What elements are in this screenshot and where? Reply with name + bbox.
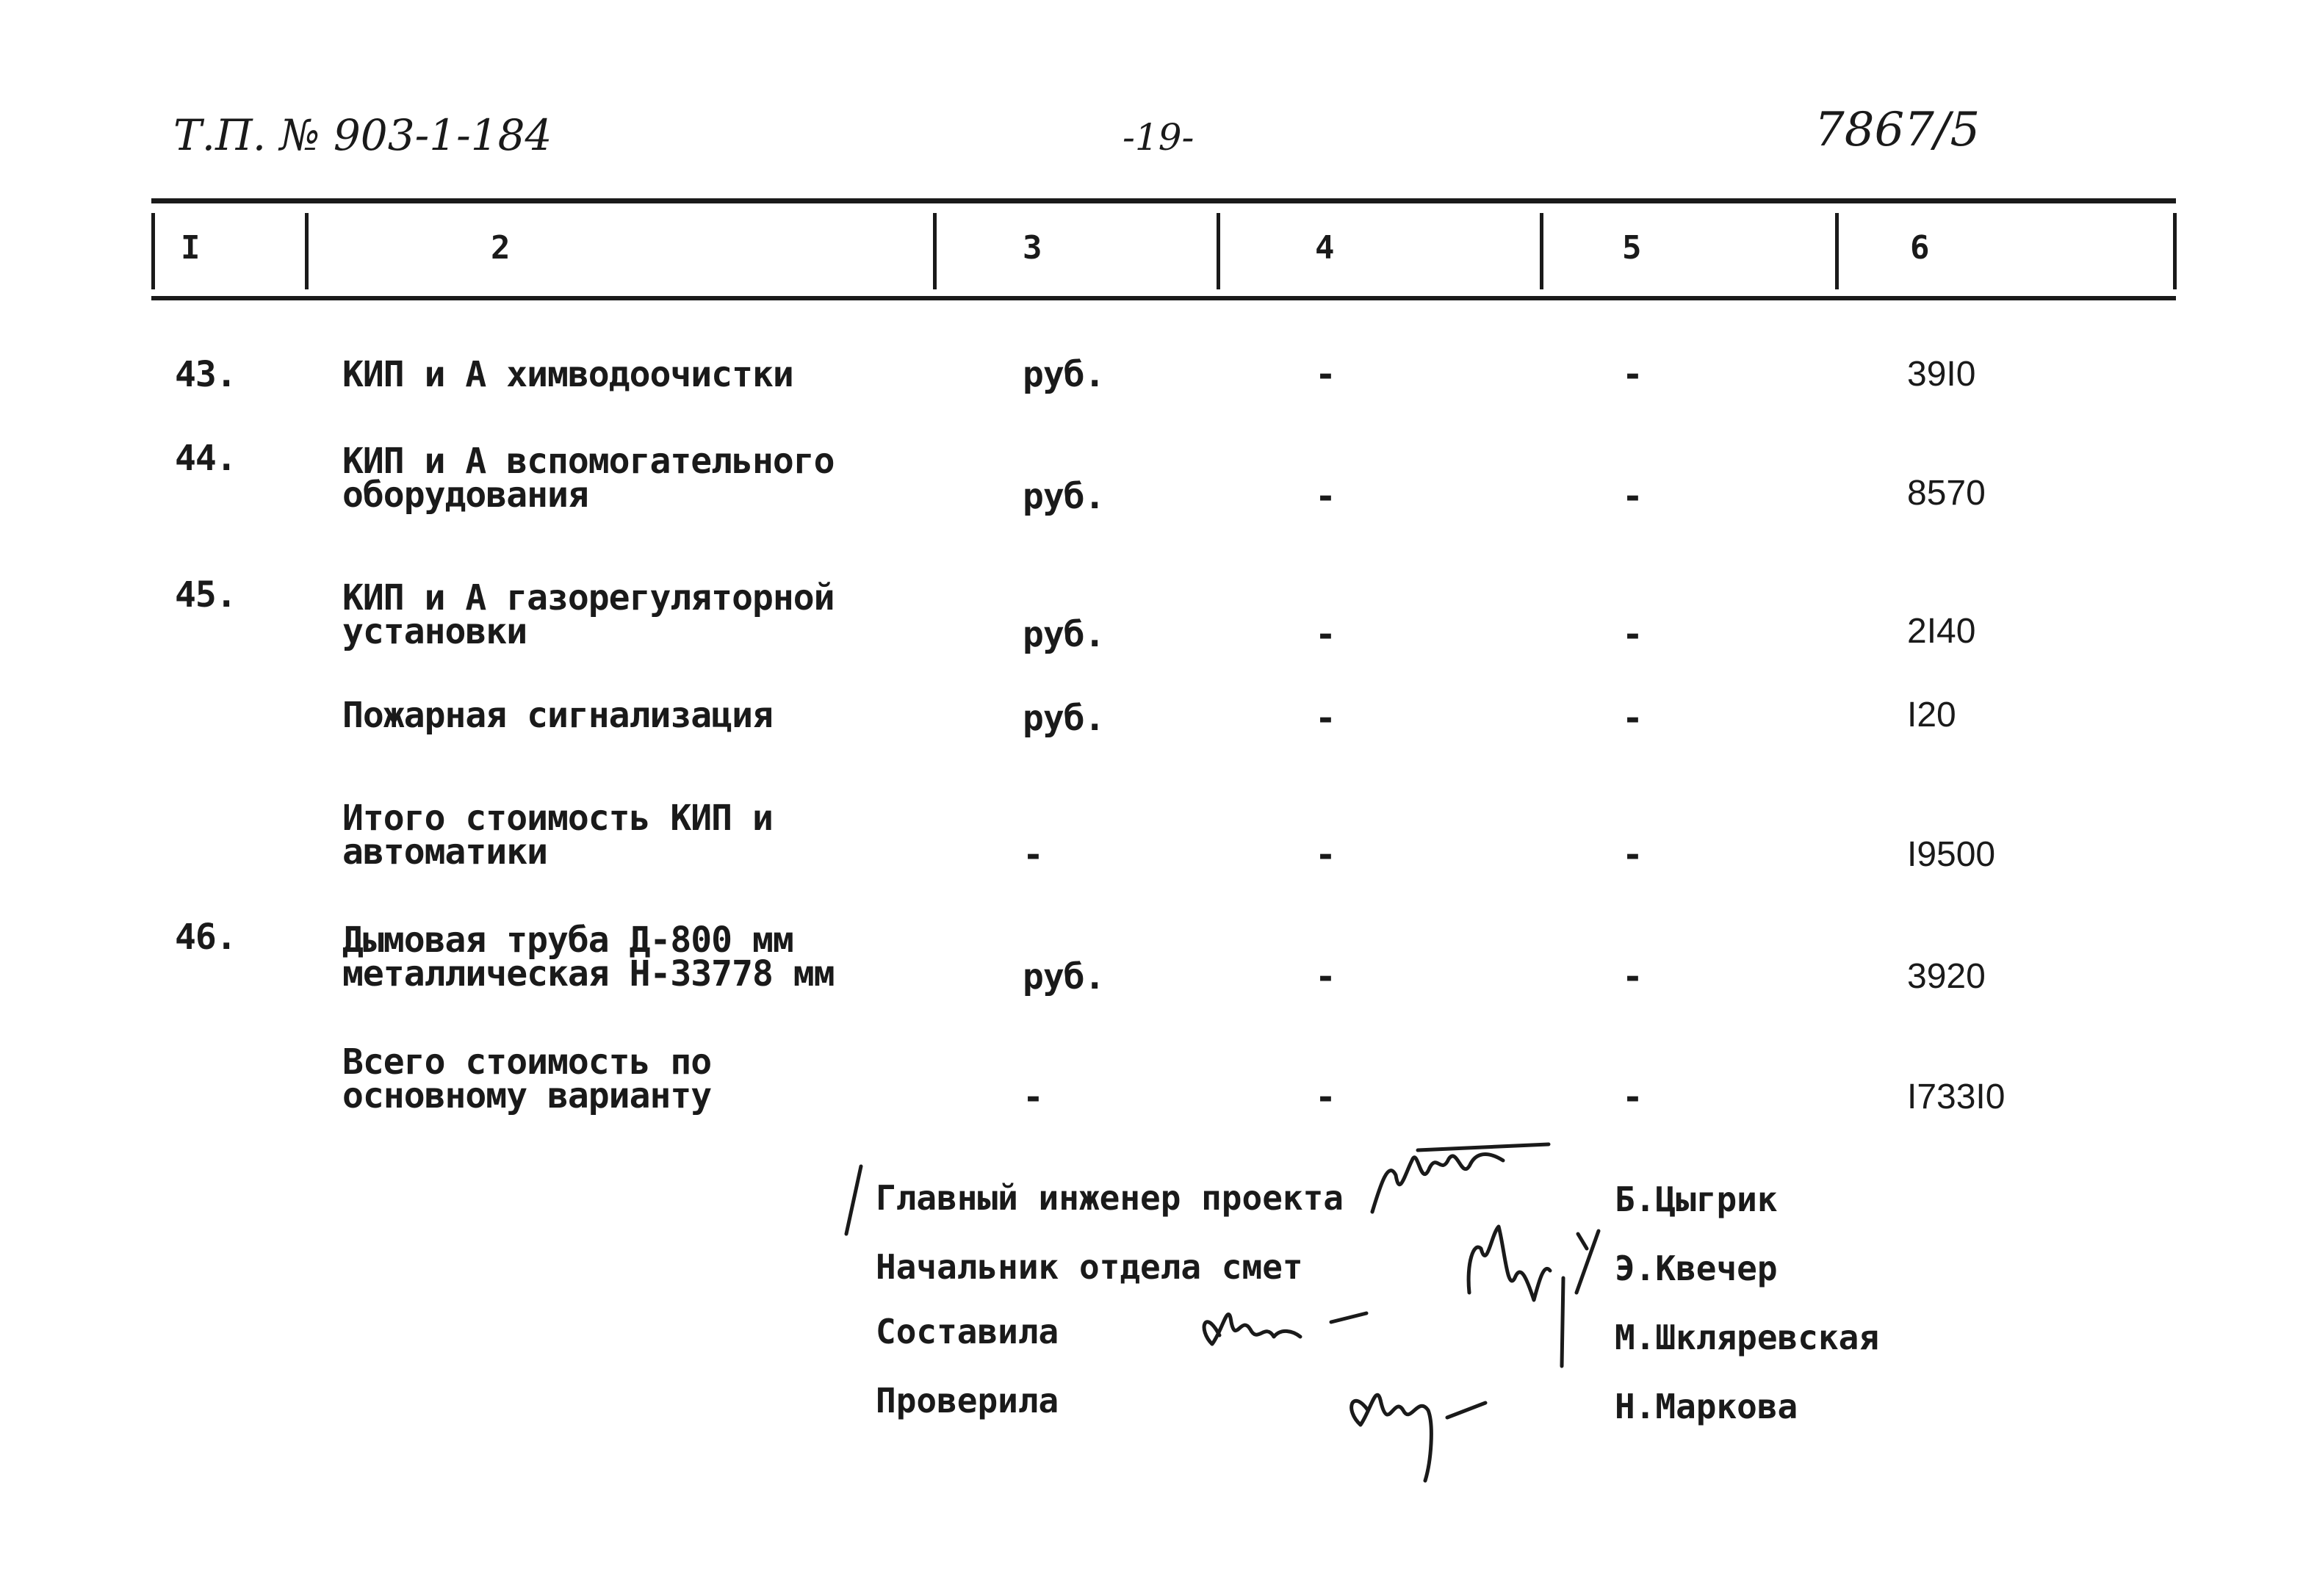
signature-name: М.Шкляревская — [1615, 1318, 1880, 1357]
col5-value: - — [1622, 1077, 1643, 1118]
col4-value: - — [1315, 476, 1336, 517]
unit: руб. — [1023, 698, 1105, 739]
row-number: 45. — [175, 574, 237, 615]
column-header: I — [181, 229, 201, 267]
project-number: Т.П. № 903-1-184 — [173, 110, 552, 160]
col5-value: - — [1622, 698, 1643, 739]
item-name: металлическая Н-33778 мм — [342, 953, 835, 994]
col5-value: - — [1622, 956, 1643, 997]
signature-role: Главный инженер проекта — [876, 1178, 1344, 1218]
unit: руб. — [1023, 956, 1105, 997]
column-header: 5 — [1622, 229, 1642, 267]
item-name: Пожарная сигнализация — [342, 695, 773, 736]
col5-value: - — [1622, 614, 1643, 655]
col4-value: - — [1315, 956, 1336, 997]
page-number: -19- — [1123, 116, 1194, 159]
unit: руб. — [1023, 354, 1105, 395]
col4-value: - — [1315, 614, 1336, 655]
col4-value: - — [1315, 834, 1336, 875]
unit: - — [1023, 834, 1043, 875]
row-number: 43. — [175, 354, 237, 395]
col5-value: - — [1622, 354, 1643, 395]
signature-role: Составила — [876, 1312, 1059, 1351]
cost-value: I20 — [1907, 696, 1956, 734]
col4-value: - — [1315, 354, 1336, 395]
col5-value: - — [1622, 476, 1643, 517]
cost-value: I733I0 — [1907, 1077, 2006, 1116]
cost-value: 2I40 — [1907, 612, 1976, 651]
item-name: КИП и А химводоочистки — [342, 354, 793, 395]
cost-value: 3920 — [1907, 957, 1986, 996]
signature-compiler — [1204, 1313, 1366, 1344]
column-header: 2 — [491, 229, 511, 267]
item-name: КИП и А вспомогательного — [342, 441, 835, 482]
col4-value: - — [1315, 1077, 1336, 1118]
column-header: 4 — [1315, 229, 1335, 267]
unit: - — [1023, 1077, 1043, 1118]
col5-value: - — [1622, 834, 1643, 875]
item-name: Итого стоимость КИП и — [342, 798, 773, 839]
item-name: основному варианту — [342, 1075, 712, 1116]
signature-chief-engineer — [1372, 1144, 1549, 1212]
item-name: КИП и А газорегуляторной — [342, 577, 835, 618]
column-header: 6 — [1910, 229, 1930, 267]
item-name: Дымовая труба Д-800 мм — [342, 920, 793, 961]
signature-stroke — [1562, 1278, 1563, 1366]
signature-name: Э.Квечер — [1615, 1249, 1778, 1288]
signature-role: Проверила — [876, 1381, 1059, 1420]
row-number: 44. — [175, 438, 237, 479]
document-code: 7867/5 — [1815, 103, 1981, 157]
signature-name: Б.Цыгрик — [1615, 1180, 1778, 1219]
row-number: 46. — [175, 917, 237, 958]
signature-name: Н.Маркова — [1615, 1387, 1798, 1426]
signature-checker — [1352, 1395, 1485, 1481]
item-name: оборудования — [342, 474, 588, 516]
cost-value: 8570 — [1907, 474, 1986, 513]
margin-stroke — [846, 1166, 861, 1234]
item-name: автоматики — [342, 831, 547, 873]
signature-role: Начальник отдела смет — [876, 1247, 1303, 1287]
cost-value: 39I0 — [1907, 355, 1976, 394]
unit: руб. — [1023, 614, 1105, 655]
col4-value: - — [1315, 698, 1336, 739]
unit: руб. — [1023, 476, 1105, 517]
column-header: 3 — [1023, 229, 1042, 267]
item-name: Всего стоимость по — [342, 1041, 712, 1083]
item-name: установки — [342, 611, 527, 652]
signature-dept-head — [1469, 1227, 1599, 1300]
cost-value: I9500 — [1907, 835, 1996, 874]
